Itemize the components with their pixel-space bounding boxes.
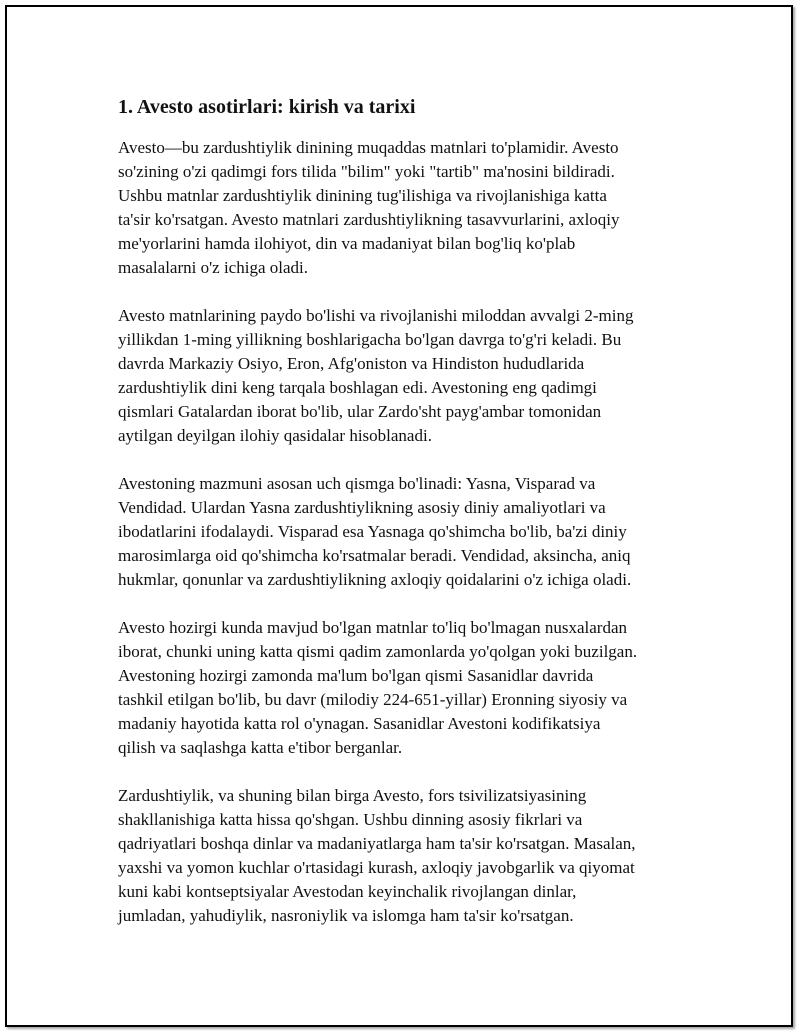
text-line: tashkil etilgan bo'lib, bu davr (milodiy 224-651-yillar) Eronning siyosiy va (118, 690, 628, 709)
text-line: Avesto matnlarining paydo bo'lishi va rivojlanishi miloddan avvalgi 2-ming (118, 306, 634, 325)
paragraph-2 (118, 304, 688, 448)
text-line: Avestoning hozirgi zamonda ma'lum bo'lgan qismi Sasanidlar davrida (118, 666, 594, 685)
text-line: so'zining o'zi qadimgi fors tilida "bilim" yoki "tartib" ma'nosini bildiradi. (118, 162, 615, 181)
paragraph-5 (118, 784, 688, 928)
text-line: qilish va saqlashga katta e'tibor berganlar. (118, 738, 403, 757)
text-line: Avestoning mazmuni asosan uch qismga bo'linadi: Yasna, Visparad va (118, 474, 596, 493)
text-line: Ushbu matnlar zardushtiylik dinining tug'ilishiga va rivojlanishiga katta (118, 186, 607, 205)
paragraph-1 (118, 136, 688, 280)
text-line: madaniy hayotida katta rol o'ynagan. Sasanidlar Avestoni kodifikatsiya (118, 714, 601, 733)
text-line: kuni kabi kontseptsiyalar Avestodan keyinchalik rivojlangan dinlar, (118, 882, 577, 901)
text-line: iborat, chunki uning katta qismi qadim zamonlarda yo'qolgan yoki buzilgan. (118, 642, 638, 661)
paragraph-4 (118, 616, 688, 760)
text-line: zardushtiylik dini keng tarqala boshlagan edi. Avestoning eng qadimgi (118, 378, 597, 397)
text-line: Vendidad. Ulardan Yasna zardushtiylikning asosiy diniy amaliyotlari va (118, 498, 606, 517)
text-line: Avesto—bu zardushtiylik dinining muqaddas matnlari to'plamidir. Avesto (118, 138, 619, 157)
text-line: davrda Markaziy Osiyo, Eron, Afg'oniston va Hindiston hududlarida (118, 354, 585, 373)
text-line: ibodatlarini ifodalaydi. Visparad esa Yasnaga qo'shimcha bo'lib, ba'zi diniy (118, 522, 627, 541)
document-body (118, 94, 688, 952)
paragraph-3 (118, 472, 688, 592)
text-line: marosimlarga oid qo'shimcha ko'rsatmalar beradi. Vendidad, aksincha, aniq (118, 546, 631, 565)
text-line: jumladan, yahudiylik, nasroniylik va islomga ham ta'sir ko'rsatgan. (118, 906, 574, 925)
text-line: yaxshi va yomon kuchlar o'rtasidagi kurash, axloqiy javobgarlik va qiyomat (118, 858, 635, 877)
section-heading: 1. Avesto asotirlari: kirish va tarixi (118, 96, 416, 118)
text-line: yillikdan 1-ming yillikning boshlarigacha bo'lgan davrga to'g'ri keladi. Bu (118, 330, 622, 349)
text-line: Zardushtiylik, va shuning bilan birga Avesto, fors tsivilizatsiyasining (118, 786, 587, 805)
text-line: me'yorlarini hamda ilohiyot, din va madaniyat bilan bog'liq ko'plab (118, 234, 576, 253)
text-line: qadriyatlari boshqa dinlar va madaniyatlarga ham ta'sir ko'rsatgan. Masalan, (118, 834, 636, 853)
text-line: shakllanishiga katta hissa qo'shgan. Ushbu dinning asosiy fikrlari va (118, 810, 583, 829)
text-line: aytilgan deyilgan ilohiy qasidalar hisoblanadi. (118, 426, 432, 445)
text-line: hukmlar, qonunlar va zardushtiylikning axloqiy qoidalarini o'z ichiga oladi. (118, 570, 632, 589)
text-line: masalalarni o'z ichiga oladi. (118, 258, 308, 277)
text-line: qismlari Gatalardan iborat bo'lib, ular Zardo'sht payg'ambar tomonidan (118, 402, 602, 421)
text-line: ta'sir ko'rsatgan. Avesto matnlari zardushtiylikning tasavvurlarini, axloqiy (118, 210, 620, 229)
text-line: Avesto hozirgi kunda mavjud bo'lgan matnlar to'liq bo'lmagan nusxalardan (118, 618, 628, 637)
